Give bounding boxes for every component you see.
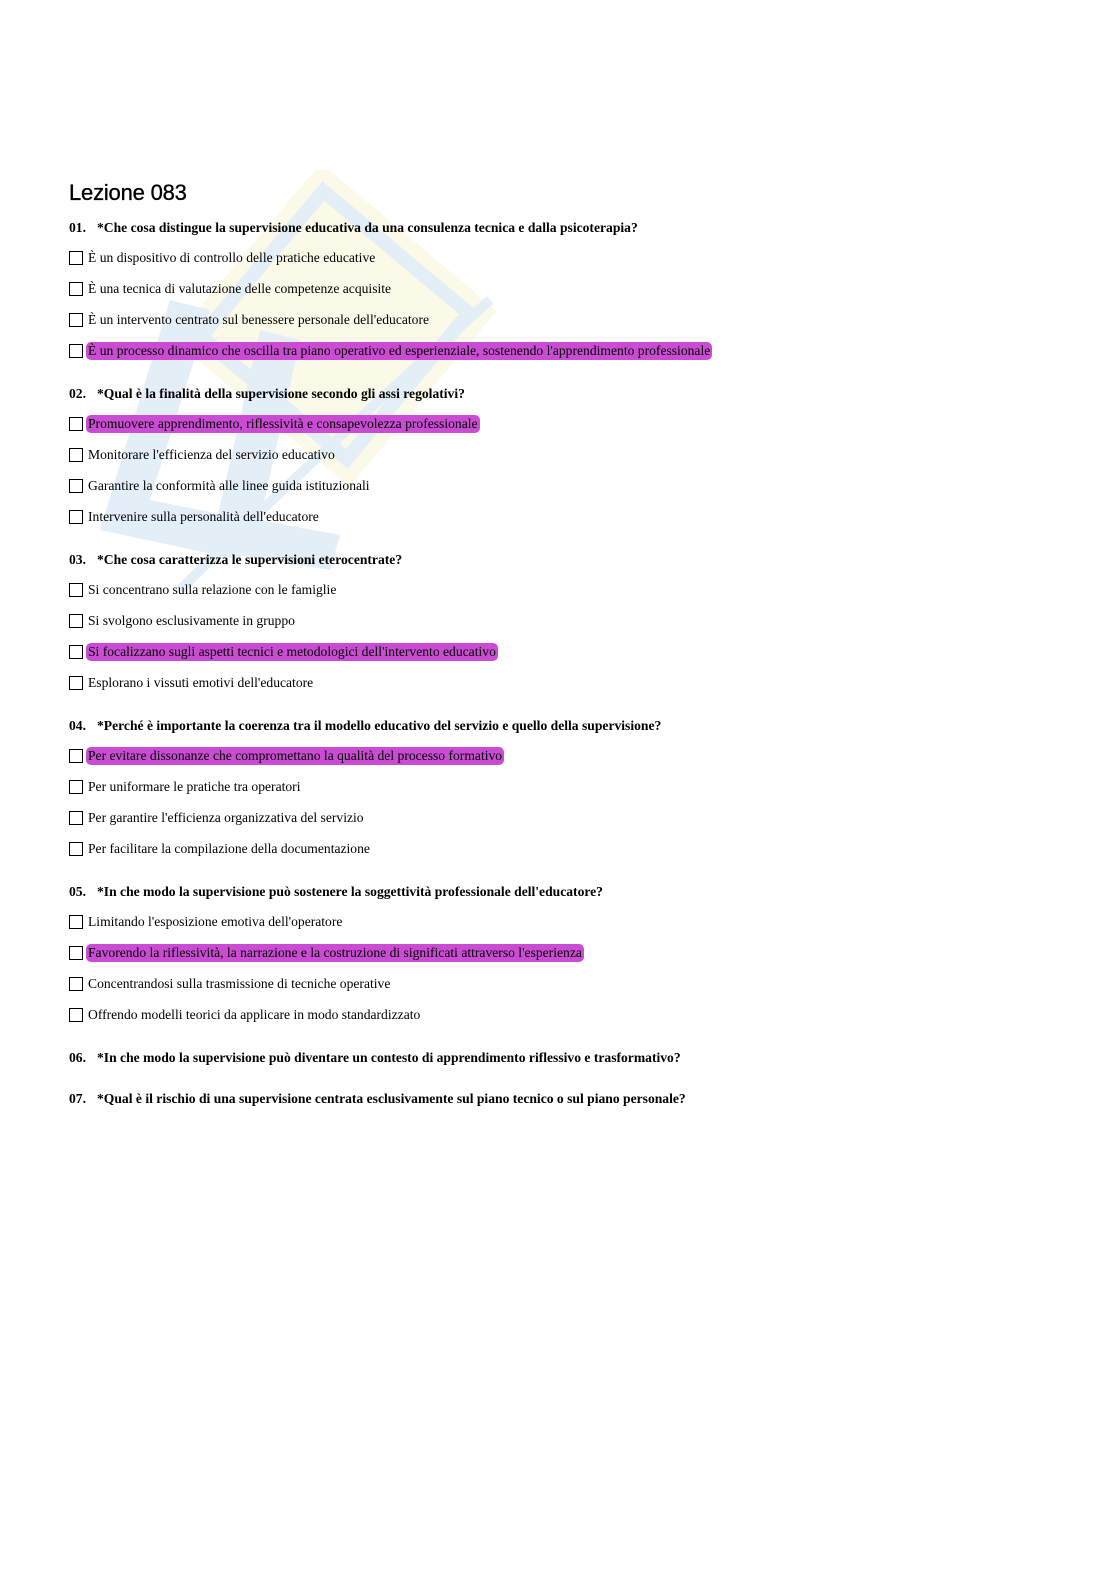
checkbox-icon[interactable] <box>69 344 83 358</box>
answer-options <box>69 574 1059 698</box>
checkbox-icon[interactable] <box>69 251 83 265</box>
answer-options <box>69 408 1059 532</box>
checkbox-icon[interactable] <box>69 583 83 597</box>
question-text: *Qual è il rischio di una supervisione centrata esclusivamente sul piano tecnico o sul piano personale? <box>97 1091 686 1106</box>
question-5 <box>69 882 1059 1030</box>
document-page <box>69 178 1059 1130</box>
checkbox-icon[interactable] <box>69 1008 83 1022</box>
checkbox-icon[interactable] <box>69 614 83 628</box>
question-number: 07. <box>69 1091 86 1106</box>
answer-text-highlighted: Promuovere apprendimento, riflessività e consapevolezza professionale <box>88 415 478 431</box>
question-1 <box>69 218 1059 366</box>
question-text: *Qual è la finalità della supervisione secondo gli assi regolativi? <box>97 386 465 401</box>
question-number: 01. <box>69 220 86 235</box>
answer-text: Garantire la conformità alle linee guida istituzionali <box>88 477 370 493</box>
checkbox-icon[interactable] <box>69 645 83 659</box>
answer-text: È un intervento centrato sul benessere personale dell'educatore <box>88 311 430 327</box>
answer-option[interactable] <box>69 740 1059 771</box>
answer-option[interactable] <box>69 408 1059 439</box>
question-3 <box>69 550 1059 698</box>
checkbox-icon[interactable] <box>69 417 83 431</box>
question-heading <box>69 716 1059 736</box>
question-heading <box>69 1048 1059 1068</box>
answer-option[interactable] <box>69 335 1059 366</box>
answer-option[interactable] <box>69 667 1059 698</box>
question-2 <box>69 384 1059 532</box>
question-7 <box>69 1089 1059 1109</box>
answer-option[interactable] <box>69 470 1059 501</box>
answer-text: È una tecnica di valutazione delle competenze acquisite <box>88 280 392 296</box>
answer-text-highlighted: Per evitare dissonanze che compromettano la qualità del processo formativo <box>88 747 503 763</box>
question-number: 02. <box>69 386 86 401</box>
answer-option[interactable] <box>69 802 1059 833</box>
checkbox-icon[interactable] <box>69 780 83 794</box>
question-number: 06. <box>69 1050 86 1065</box>
answer-option[interactable] <box>69 304 1059 335</box>
answer-option[interactable] <box>69 501 1059 532</box>
answer-text-highlighted: È un processo dinamico che oscilla tra piano operativo ed esperienziale, sostenendo l'apprendimento professionale <box>88 342 711 358</box>
question-number: 05. <box>69 884 86 899</box>
answer-options <box>69 740 1059 864</box>
answer-text: Per facilitare la compilazione della documentazione <box>88 840 370 856</box>
answer-option[interactable] <box>69 999 1059 1030</box>
checkbox-icon[interactable] <box>69 749 83 763</box>
answer-text: Si svolgono esclusivamente in gruppo <box>88 612 295 628</box>
question-text: *In che modo la supervisione può diventare un contesto di apprendimento riflessivo e trasformativo? <box>97 1050 681 1065</box>
question-heading <box>69 218 1059 238</box>
checkbox-icon[interactable] <box>69 811 83 825</box>
answer-text-highlighted: Favorendo la riflessività, la narrazione e la costruzione di significati attraverso l'esperienza <box>88 944 582 960</box>
checkbox-icon[interactable] <box>69 282 83 296</box>
answer-option[interactable] <box>69 242 1059 273</box>
question-heading <box>69 1089 1059 1109</box>
question-text: *Perché è importante la coerenza tra il modello educativo del servizio e quello della supervisione? <box>97 718 662 733</box>
answer-text: È un dispositivo di controllo delle pratiche educative <box>88 249 376 265</box>
answer-text: Si concentrano sulla relazione con le famiglie <box>88 581 337 597</box>
question-4 <box>69 716 1059 864</box>
answer-text: Per uniformare le pratiche tra operatori <box>88 778 301 794</box>
answer-option[interactable] <box>69 833 1059 864</box>
question-text: *In che modo la supervisione può sostenere la soggettività professionale dell'educatore? <box>97 884 603 899</box>
answer-text: Esplorano i vissuti emotivi dell'educatore <box>88 674 314 690</box>
lesson-title: Lezione 083 <box>69 180 187 205</box>
question-heading <box>69 384 1059 404</box>
answer-option[interactable] <box>69 968 1059 999</box>
answer-text: Per garantire l'efficienza organizzativa del servizio <box>88 809 364 825</box>
checkbox-icon[interactable] <box>69 448 83 462</box>
checkbox-icon[interactable] <box>69 842 83 856</box>
checkbox-icon[interactable] <box>69 510 83 524</box>
answer-text-highlighted: Si focalizzano sugli aspetti tecnici e metodologici dell'intervento educativo <box>88 643 496 659</box>
question-number: 04. <box>69 718 86 733</box>
answer-option[interactable] <box>69 937 1059 968</box>
answer-options <box>69 242 1059 366</box>
question-text: *Che cosa caratterizza le supervisioni eterocentrate? <box>97 552 403 567</box>
question-list <box>69 218 1059 1109</box>
answer-text: Limitando l'esposizione emotiva dell'operatore <box>88 913 343 929</box>
question-number: 03. <box>69 552 86 567</box>
answer-option[interactable] <box>69 574 1059 605</box>
checkbox-icon[interactable] <box>69 676 83 690</box>
answer-text: Offrendo modelli teorici da applicare in modo standardizzato <box>88 1006 421 1022</box>
answer-text: Monitorare l'efficienza del servizio educativo <box>88 446 335 462</box>
answer-text: Concentrandosi sulla trasmissione di tecniche operative <box>88 975 391 991</box>
answer-option[interactable] <box>69 439 1059 470</box>
checkbox-icon[interactable] <box>69 915 83 929</box>
checkbox-icon[interactable] <box>69 313 83 327</box>
checkbox-icon[interactable] <box>69 946 83 960</box>
question-6 <box>69 1048 1059 1068</box>
answer-option[interactable] <box>69 273 1059 304</box>
answer-option[interactable] <box>69 636 1059 667</box>
checkbox-icon[interactable] <box>69 479 83 493</box>
answer-option[interactable] <box>69 605 1059 636</box>
answer-options <box>69 906 1059 1030</box>
question-text: *Che cosa distingue la supervisione educativa da una consulenza tecnica e dalla psicoterapia? <box>97 220 638 235</box>
answer-text: Intervenire sulla personalità dell'educatore <box>88 508 319 524</box>
question-heading <box>69 550 1059 570</box>
question-heading <box>69 882 1059 902</box>
checkbox-icon[interactable] <box>69 977 83 991</box>
answer-option[interactable] <box>69 771 1059 802</box>
answer-option[interactable] <box>69 906 1059 937</box>
